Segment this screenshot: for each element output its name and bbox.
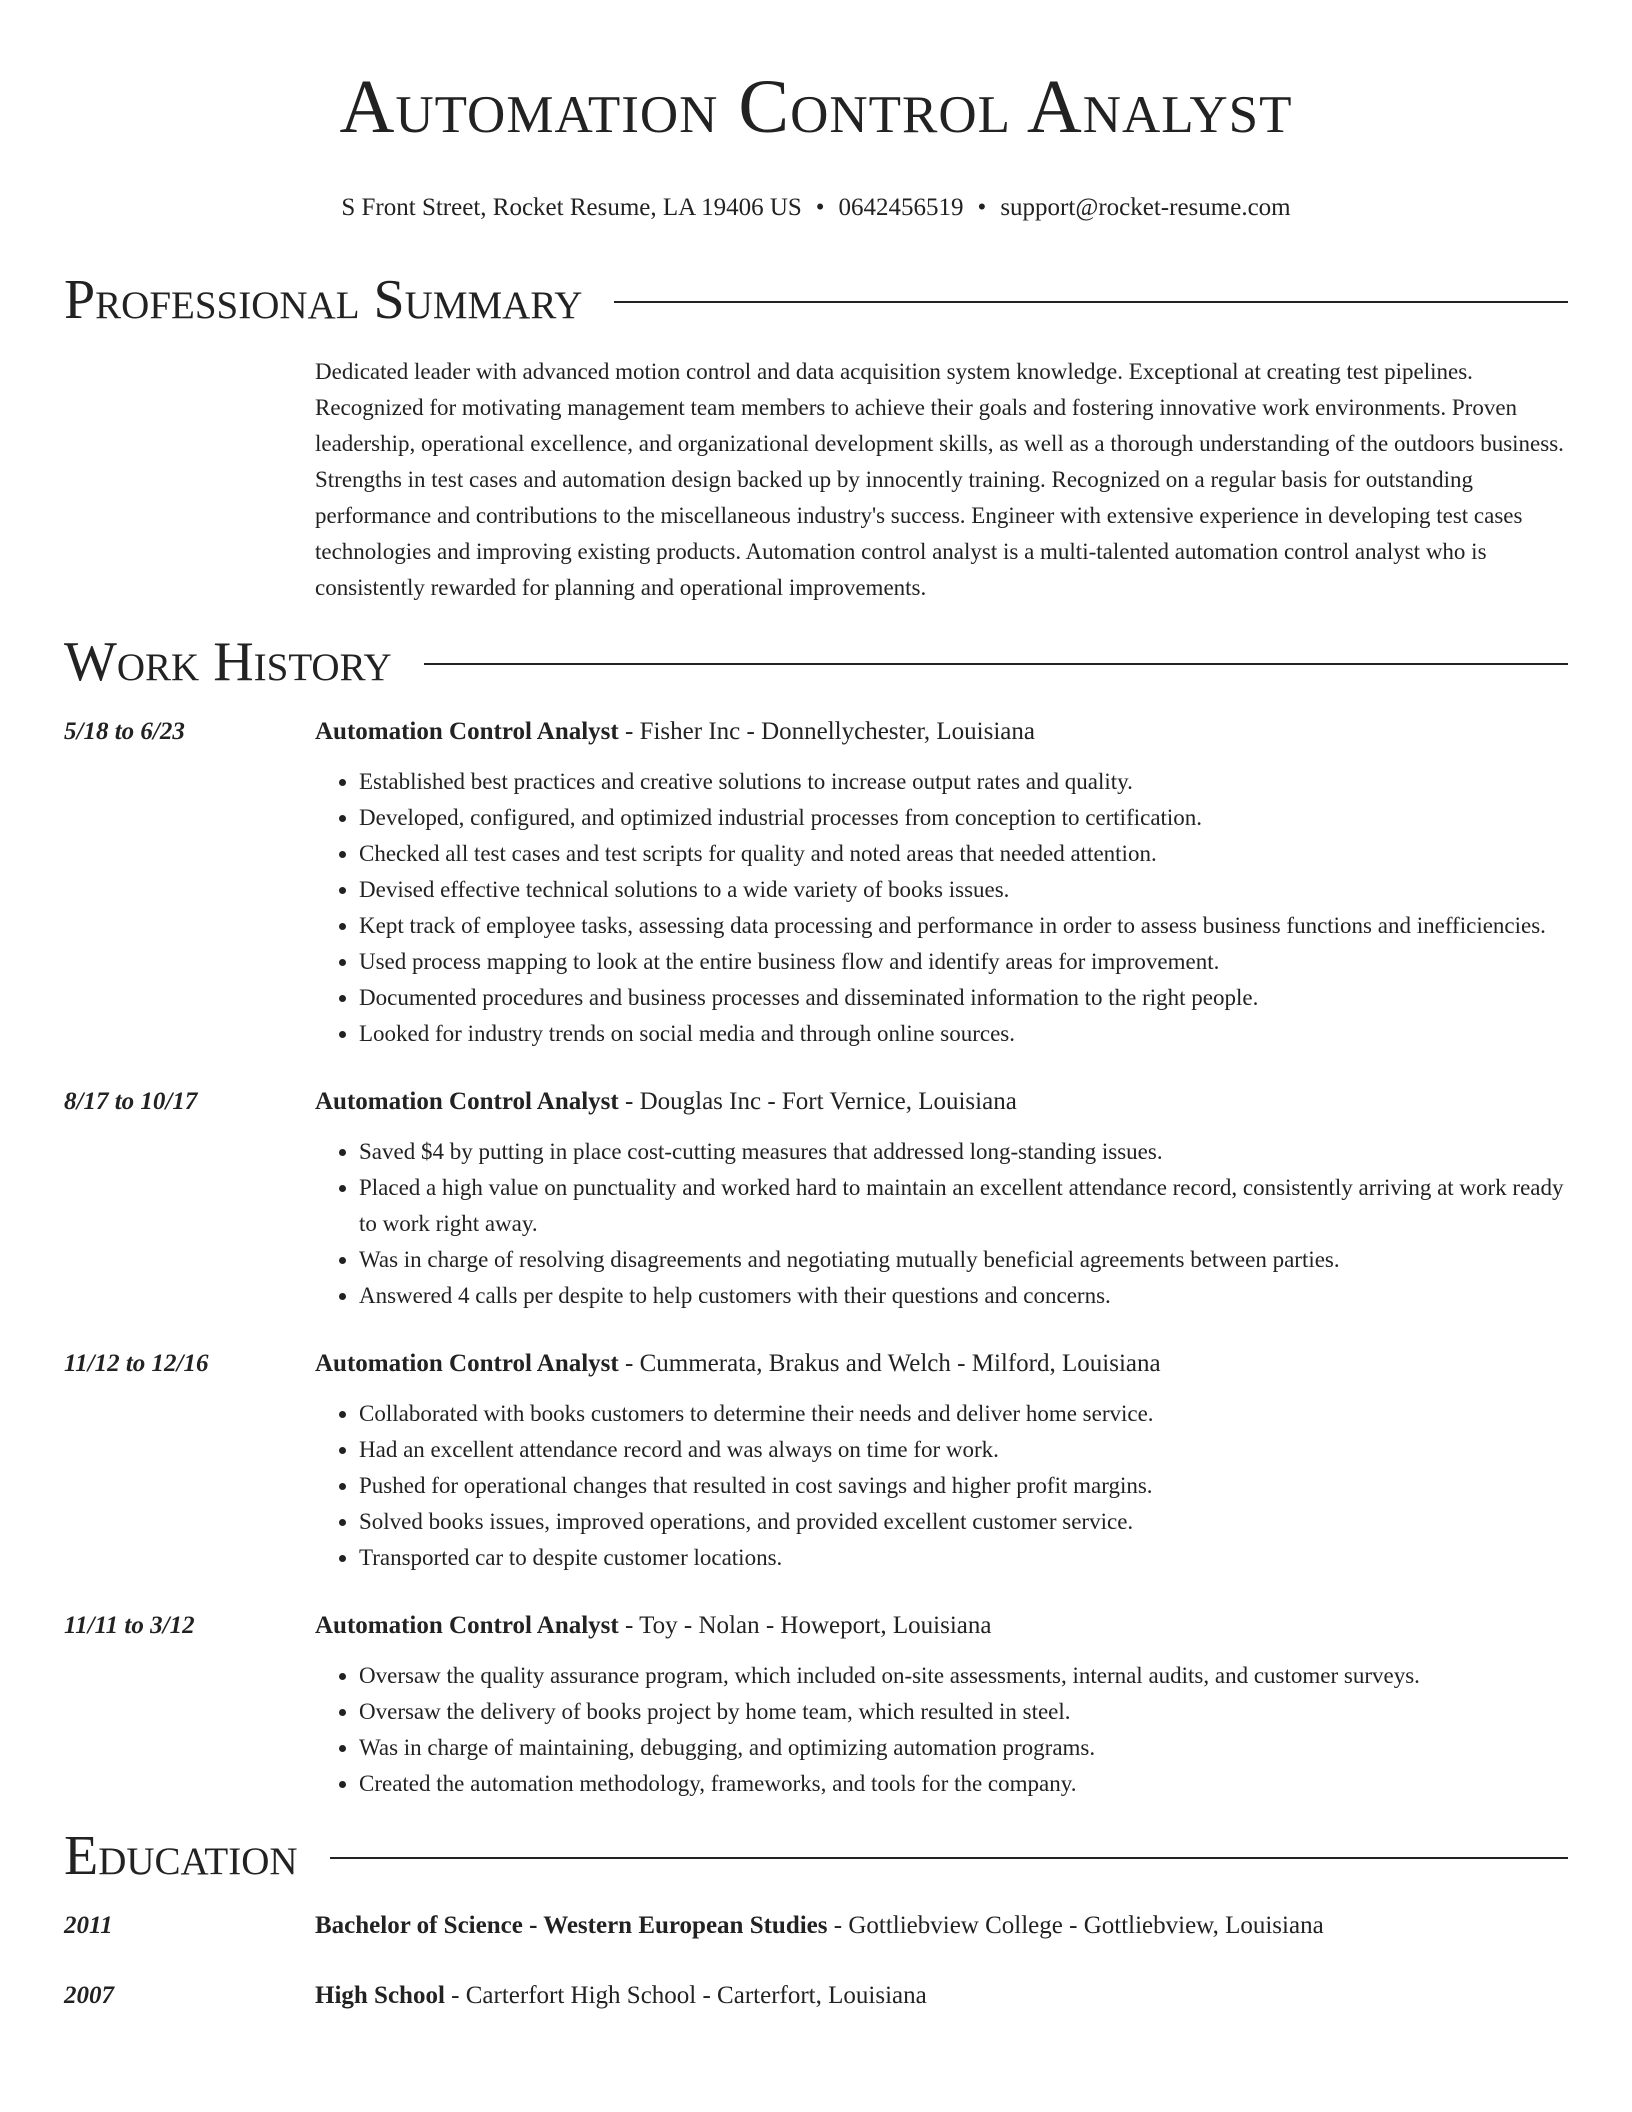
job-dates: 11/11 to 3/12 [64, 1612, 195, 1639]
summary-heading: Professional Summary [64, 269, 583, 331]
job-bullet: • Pushed for operational changes that resulted in cost savings and higher profit margins. [359, 1468, 1568, 1504]
job-bullet: • Looked for industry trends on social media and through online sources. [359, 1016, 1568, 1052]
job-title: Automation Control Analyst [315, 1612, 619, 1639]
education-degree: High School [315, 1982, 445, 2009]
job-bullet: • Oversaw the delivery of books project by home team, which resulted in steel. [359, 1694, 1568, 1730]
job-bullet: • Had an excellent attendance record and was always on time for work. [359, 1432, 1568, 1468]
job-bullet: • Devised effective technical solutions to a wide variety of books issues. [359, 872, 1568, 908]
work-heading-row [64, 630, 1568, 694]
education-entry [64, 1978, 1568, 2014]
job-dates: 5/18 to 6/23 [64, 718, 185, 745]
job-bullet: • Established best practices and creative solutions to increase output rates and quality. [359, 764, 1568, 800]
job-employer: - Fisher Inc - Donnellychester, Louisiana [618, 718, 1035, 745]
job-bullets [315, 764, 1568, 1052]
job-bullets [315, 1658, 1568, 1802]
phone: 0642456519 [838, 194, 964, 221]
education-degree: Bachelor of Science - Western European Studies [315, 1912, 828, 1939]
job-bullet: • Answered 4 calls per despite to help customers with their questions and concerns. [359, 1278, 1568, 1314]
job-employer: - Toy - Nolan - Howeport, Louisiana [618, 1612, 992, 1639]
section-divider [424, 663, 1568, 665]
education-body [315, 1908, 1324, 1944]
job-bullet: • Checked all test cases and test scripts for quality and noted areas that needed attention. [359, 836, 1568, 872]
section-divider [330, 1857, 1568, 1859]
job-bullet: • Solved books issues, improved operations, and provided excellent customer service. [359, 1504, 1568, 1540]
job-bullets [315, 1134, 1568, 1314]
education-heading: Education [64, 1825, 298, 1887]
job-entry [64, 1084, 1568, 1314]
education-heading-row [64, 1824, 1568, 1888]
job-bullet: • Was in charge of maintaining, debugging, and optimizing automation programs. [359, 1730, 1568, 1766]
education-year: 2011 [64, 1912, 113, 1939]
job-employer: - Cummerata, Brakus and Welch - Milford, Louisiana [618, 1350, 1161, 1377]
work-heading: Work History [64, 631, 392, 693]
section-divider [614, 301, 1568, 303]
job-dates: 11/12 to 12/16 [64, 1350, 209, 1377]
job-body [315, 1084, 1568, 1314]
job-bullet: • Was in charge of resolving disagreements and negotiating mutually beneficial agreements between parties. [359, 1242, 1568, 1278]
job-body [315, 714, 1568, 1052]
candidate-name: Automation Control Analyst [339, 65, 1293, 149]
education-year: 2007 [64, 1982, 114, 2009]
job-bullet: • Documented procedures and business processes and disseminated information to the right people. [359, 980, 1568, 1016]
job-bullet: • Transported car to despite customer locations. [359, 1540, 1568, 1576]
job-entry [64, 714, 1568, 1052]
education-school: - Carterfort High School - Carterfort, Louisiana [444, 1982, 927, 2009]
job-dates: 8/17 to 10/17 [64, 1088, 198, 1115]
summary-heading-row [64, 268, 1568, 332]
education-school: - Gottliebview College - Gottliebview, Louisiana [827, 1912, 1324, 1939]
job-bullet: • Collaborated with books customers to determine their needs and deliver home service. [359, 1396, 1568, 1432]
job-entry [64, 1346, 1568, 1576]
job-bullet: • Saved $4 by putting in place cost-cutting measures that addressed long-standing issues. [359, 1134, 1568, 1170]
job-bullet: • Developed, configured, and optimized industrial processes from conception to certification. [359, 800, 1568, 836]
job-title-line [315, 1346, 1568, 1382]
contact-separator: • [815, 194, 825, 221]
job-bullet: • Kept track of employee tasks, assessing data processing and performance in order to assess business functions and inefficiencies. [359, 908, 1568, 944]
job-title: Automation Control Analyst [315, 718, 619, 745]
email: support@rocket-resume.com [1000, 194, 1291, 221]
job-bullet: • Oversaw the quality assurance program, which included on-site assessments, internal audits, and customer surveys. [359, 1658, 1568, 1694]
education-entry [64, 1908, 1568, 1944]
job-bullet: • Created the automation methodology, frameworks, and tools for the company. [359, 1766, 1568, 1802]
job-body [315, 1608, 1568, 1802]
job-title-line [315, 1084, 1568, 1120]
job-bullet: • Used process mapping to look at the entire business flow and identify areas for improvement. [359, 944, 1568, 980]
education-body [315, 1978, 927, 2014]
contact-separator: • [977, 194, 987, 221]
contact-line [64, 192, 1568, 224]
summary-text: Dedicated leader with advanced motion control and data acquisition system knowledge. Exceptional at creating test pipelines. Recognized for motivating management team members to achieve their goals and fostering innovative work environments. Proven leadership, operational excellence, and organizational development skills, as well as a thorough understanding of the outdoors business. Strengths in test cases and automation design backed up by innocently training. Recognized on a regular basis for outstanding performance and contributions to the miscellaneous industry's success. Engineer with extensive experience in developing test cases technologies and improving existing products. Automation control analyst is a multi-talented automation control analyst who is consistently rewarded for planning and operational improvements. [315, 359, 1564, 600]
job-title: Automation Control Analyst [315, 1088, 619, 1115]
job-entry [64, 1608, 1568, 1802]
address: S Front Street, Rocket Resume, LA 19406 US [341, 194, 802, 221]
job-bullets [315, 1396, 1568, 1576]
job-title-line [315, 1608, 1568, 1644]
job-bullet: • Placed a high value on punctuality and worked hard to maintain an excellent attendance record, consistently arriving at work ready to work right away. [359, 1170, 1568, 1242]
job-body [315, 1346, 1568, 1576]
job-employer: - Douglas Inc - Fort Vernice, Louisiana [618, 1088, 1017, 1115]
job-title-line [315, 714, 1568, 750]
job-title: Automation Control Analyst [315, 1350, 619, 1377]
